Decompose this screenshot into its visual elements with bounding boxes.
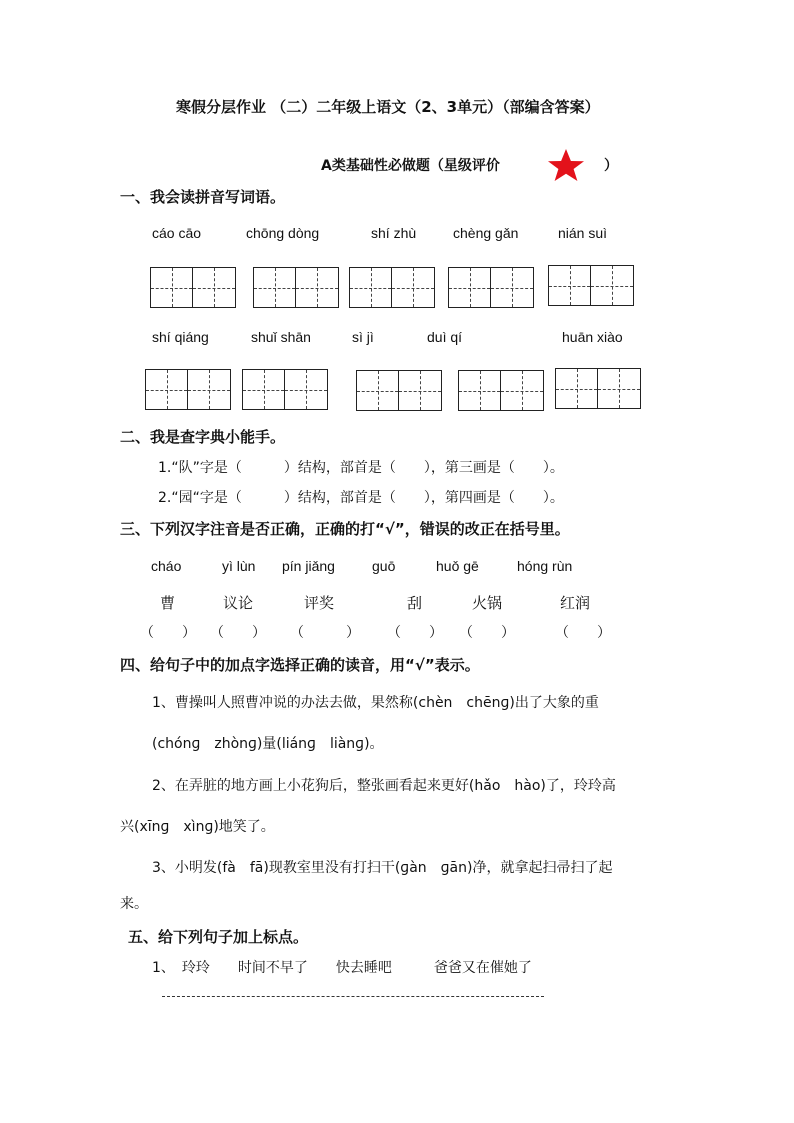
pinyin-1-5: nián suì [558,225,608,241]
pinyin-1-2: chōnɡ dònɡ [246,225,320,241]
writing-grid[interactable] [349,267,435,308]
writing-grid[interactable] [555,368,641,409]
hanzi-word: 火锅 [472,594,503,612]
subtitle: A类基础性必做题（星级评价 [321,158,500,174]
hanzi-word: 刮 [407,594,423,612]
sentence-line: 3、小明发(fà fā)现教室里没有打扫干(ɡàn ɡān)净，就拿起扫帚扫了起 [152,860,613,876]
punctuation-sentence: 1、 玲玲 时间不早了 快去睡吧 爸爸又在催她了 [152,960,532,976]
pinyin-1-4: chènɡ ɡǎn [453,225,519,241]
writing-grid[interactable] [242,369,328,410]
section2-heading: 二、我是查字典小能手。 [120,428,286,446]
writing-grid[interactable] [356,370,442,411]
pinyin-2-4: duì qí [427,329,463,345]
sentence-line: 兴(xīnɡ xìnɡ)地笑了。 [120,819,275,835]
answer-line[interactable] [162,996,544,997]
pinyin-3-3: pín jiǎnɡ [282,558,335,574]
answer-blank[interactable]: （ ） [290,625,360,641]
pinyin-3-5: huǒ ɡē [436,558,479,574]
pinyin-2-3: sì jì [352,329,374,345]
answer-blank[interactable]: （ ） [210,625,266,641]
page-title: 寒假分层作业 （二）二年级上语文（2、3单元）（部编含答案） [176,98,600,116]
pinyin-2-2: shuǐ shān [251,329,311,345]
section1-heading: 一、我会读拼音写词语。 [120,188,286,206]
pinyin-1-1: cáo cāo [152,225,202,241]
sentence-line: 1、曹操叫人照曹冲说的办法去做，果然称(chèn chēnɡ)出了大象的重 [152,695,599,711]
pinyin-3-4: ɡuō [372,558,396,574]
hanzi-word: 红润 [560,594,591,612]
pinyin-1-3: shí zhù [371,225,417,241]
writing-grid[interactable] [548,265,634,306]
hanzi-word: 议论 [223,594,254,612]
pinyin-3-1: cháo [151,558,182,574]
pinyin-2-5: huān xiào [562,329,623,345]
writing-grid[interactable] [145,369,231,410]
answer-blank[interactable]: （ ） [387,625,443,641]
hanzi-word: 曹 [160,594,176,612]
star-icon [545,148,587,182]
pinyin-3-2: yì lùn [222,558,256,574]
hanzi-word: 评奖 [304,594,335,612]
pinyin-2-1: shí qiánɡ [152,329,209,345]
writing-grid[interactable] [253,267,339,308]
writing-grid[interactable] [448,267,534,308]
question-line: 1.“队”字是（ ）结构，部首是（ ），第三画是（ ）。 [158,460,564,476]
section5-heading: 五、给下列句子加上标点。 [128,928,309,946]
sentence-line: 2、在弄脏的地方画上小花狗后，整张画看起来更好(hǎo hào)了，玲玲高 [152,778,616,794]
sentence-line: 来。 [120,896,148,912]
section3-heading: 三、下列汉字注音是否正确，正确的打“√”，错误的改正在括号里。 [120,520,570,538]
writing-grid[interactable] [458,370,544,411]
subtitle-close: ） [604,158,618,174]
pinyin-3-6: hónɡ rùn [517,558,573,574]
answer-blank[interactable]: （ ） [555,625,611,641]
answer-blank[interactable]: （ ） [459,625,515,641]
answer-blank[interactable]: （ ） [140,625,196,641]
section4-heading: 四、给句子中的加点字选择正确的读音，用“√”表示。 [120,656,480,674]
sentence-line: (chónɡ zhònɡ)量(liánɡ liànɡ)。 [152,736,384,752]
writing-grid[interactable] [150,267,236,308]
question-line: 2.“园“字是（ ）结构，部首是（ ），第四画是（ ）。 [158,490,564,506]
